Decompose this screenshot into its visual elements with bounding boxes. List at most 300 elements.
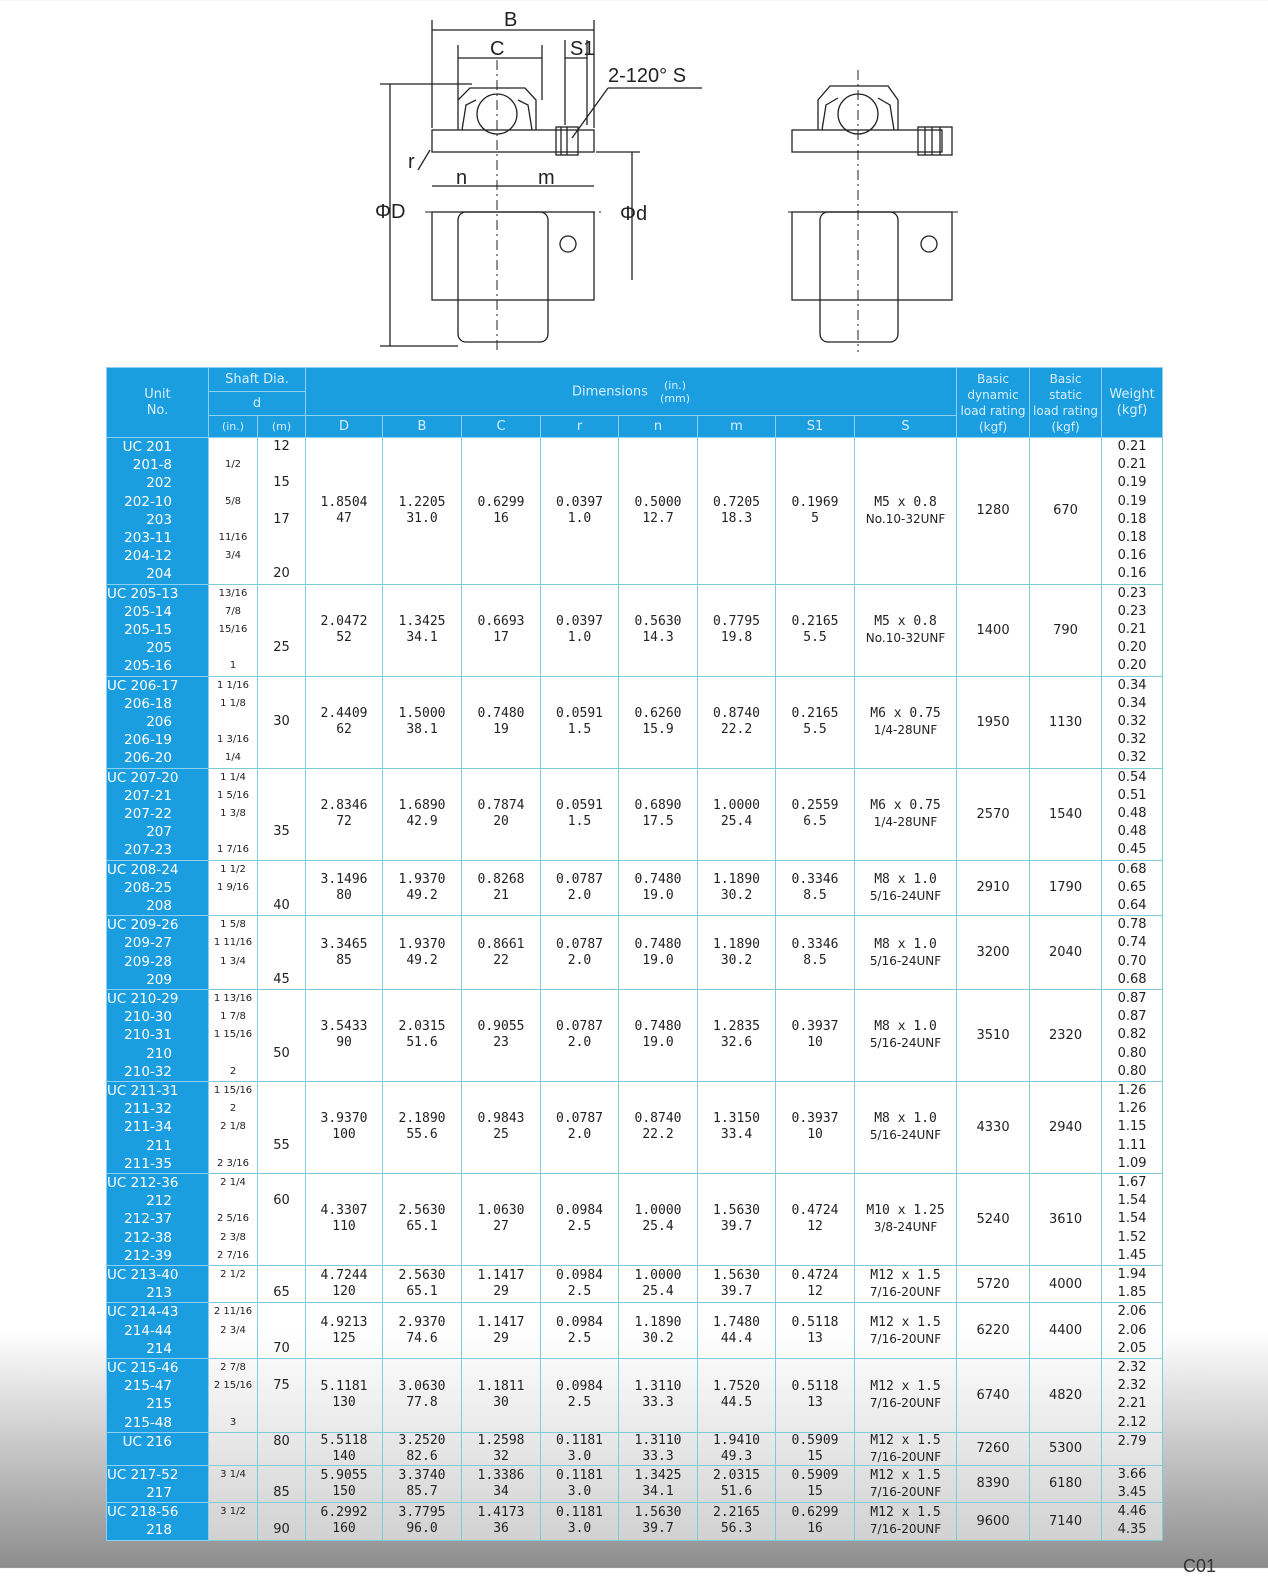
dim-mm-value: 85.7 [406, 1483, 438, 1499]
shaft-inch-cell-line: 1 5/8 [220, 919, 246, 931]
shaft-inch-cell-line [209, 897, 257, 915]
weight-cell [1102, 916, 1163, 990]
dim-inch-value: 0.5630 [634, 614, 682, 630]
unit-no-cell-line: UC 208-24 [107, 861, 179, 878]
dim-inch-value: 0.8740 [634, 1111, 682, 1127]
label-D: ΦD [375, 201, 406, 223]
static-rating-cell: 5300 [1030, 1432, 1102, 1465]
dim-inch-value: 1.3425 [634, 1467, 682, 1483]
dim-mm-value: 33.3 [642, 1395, 674, 1411]
table-row [107, 584, 1163, 676]
dim-mm-value: 34.1 [406, 630, 438, 646]
weight-cell-line: 4.35 [1117, 1522, 1147, 1538]
unit-no-cell-line: UC 217-52 [107, 1466, 179, 1483]
dim-inch-value: 1.9410 [713, 1432, 760, 1448]
dim-D-cell [306, 1503, 383, 1540]
weight-cell-line: 0.16 [1117, 548, 1147, 564]
dim-mm-value: 49.2 [406, 887, 438, 903]
dim-mm-value: 2.5 [567, 1395, 592, 1411]
set-screw-unf: 5/16-24UNF [869, 1036, 942, 1051]
dim-r-cell [541, 1503, 619, 1540]
dim-inch-value: 0.1181 [556, 1505, 603, 1521]
unit-no-cell [107, 916, 209, 990]
weight-cell-line: 1.45 [1117, 1247, 1147, 1263]
shaft-mm-cell-line: 20 [273, 566, 290, 582]
dim-C-cell [462, 1081, 541, 1173]
dim-mm-value: 2.0 [567, 887, 592, 903]
dim-inch-value: 1.3386 [477, 1467, 525, 1483]
dim-C-cell [462, 1303, 541, 1359]
dim-m-cell [698, 860, 776, 916]
shaft-inch-cell [209, 1432, 258, 1465]
dim-mm-value: 39.7 [720, 1284, 753, 1300]
shaft-mm-cell-line: 25 [273, 640, 290, 656]
dim-inch-value: 0.6693 [477, 614, 525, 630]
weight-cell-line: 1.94 [1117, 1266, 1147, 1282]
shaft-inch-cell-line [209, 823, 257, 841]
dim-m-cell [698, 768, 776, 860]
weight-cell-line: 0.18 [1117, 511, 1147, 527]
static-rating-cell: 670 [1030, 438, 1102, 585]
unit-no-cell [107, 860, 209, 916]
unit-no-cell-line: 212-39 [124, 1247, 172, 1264]
dim-B-cell [383, 860, 462, 916]
weight-cell-line: 0.18 [1117, 529, 1147, 545]
unit-no-cell [107, 1358, 209, 1432]
header-col-m: m [698, 416, 776, 438]
dim-D-cell [306, 860, 383, 916]
shaft-mm-cell-line: 40 [273, 897, 290, 913]
dim-mm-value: 2.5 [567, 1219, 592, 1235]
dim-mm-value: 52 [336, 630, 352, 646]
weight-cell-line: 0.19 [1117, 493, 1147, 509]
shaft-mm-cell [258, 1265, 306, 1302]
unit-no-cell [107, 989, 209, 1081]
dim-mm-value: 29 [493, 1330, 509, 1346]
dim-mm-value: 15 [807, 1483, 823, 1499]
dim-inch-value: 0.6260 [634, 706, 682, 722]
unit-no-cell-line: 210-32 [124, 1063, 172, 1080]
dim-inch-value: 0.2165 [791, 706, 839, 722]
dim-D-cell [306, 916, 383, 990]
weight-cell-line: 1.67 [1117, 1174, 1147, 1190]
static-rating-cell: 1790 [1030, 860, 1102, 916]
header-col-S1: S1 [776, 416, 855, 438]
set-screw-metric: M5 x 0.8 [874, 614, 937, 630]
dim-mm-value: 2.0 [567, 1035, 592, 1051]
dim-S1-cell [776, 584, 855, 676]
shaft-mm-cell-line [258, 621, 305, 639]
dim-mm-value: 31.0 [406, 510, 438, 526]
shaft-inch-cell-line [209, 1433, 257, 1451]
dim-inch-value: 2.2165 [713, 1505, 760, 1521]
dim-inch-value: 3.7795 [398, 1505, 446, 1521]
dim-r-cell [541, 676, 619, 768]
weight-cell-line: 3.66 [1117, 1466, 1147, 1482]
dim-mm-value: 32.6 [720, 1035, 753, 1051]
dim-C-cell [462, 1503, 541, 1540]
dim-inch-value: 0.5118 [791, 1379, 839, 1395]
set-screw-metric: M8 x 1.0 [874, 936, 937, 952]
shaft-mm-cell-line [258, 841, 305, 859]
shaft-mm-cell-line: 12 [273, 439, 290, 454]
weight-cell [1102, 1081, 1163, 1173]
table-row [107, 860, 1163, 916]
dim-C-cell [462, 584, 541, 676]
set-screw-cell [855, 1265, 957, 1302]
dim-mm-value: 15 [807, 1448, 823, 1464]
dim-D-cell [306, 1265, 383, 1302]
shaft-inch-cell [209, 438, 258, 585]
dim-B-cell [383, 1265, 462, 1302]
shaft-mm-cell-line [258, 1266, 305, 1284]
shaft-mm-cell-line: 50 [273, 1045, 290, 1061]
dynamic-rating-cell: 6740 [957, 1358, 1030, 1432]
dim-inch-value: 1.8504 [320, 494, 368, 510]
set-screw-metric: M6 x 0.75 [870, 706, 941, 722]
dim-mm-value: 32 [493, 1448, 509, 1464]
dim-C-cell [462, 676, 541, 768]
dim-inch-value: 0.1181 [556, 1467, 603, 1483]
dim-inch-value: 0.2559 [791, 798, 839, 814]
shaft-mm-cell-line: 17 [273, 511, 290, 527]
dim-inch-value: 1.1890 [713, 936, 760, 952]
header-col-n: n [619, 416, 698, 438]
bearing-drawing [0, 0, 1268, 360]
dim-C-cell [462, 1173, 541, 1265]
unit-no-cell [107, 1465, 209, 1502]
static-rating-cell: 3610 [1030, 1173, 1102, 1265]
dim-inch-value: 0.3937 [791, 1111, 839, 1127]
shaft-inch-cell [209, 860, 258, 916]
dim-mm-value: 16 [493, 510, 509, 526]
weight-cell-line: 3.45 [1117, 1484, 1147, 1500]
dim-mm-value: 17 [493, 630, 509, 646]
weight-cell [1102, 860, 1163, 916]
dynamic-rating-cell: 3200 [957, 916, 1030, 990]
shaft-inch-cell-line: 1 1/2 [220, 863, 246, 875]
dim-B-cell [383, 1503, 462, 1540]
dim-n-cell [619, 584, 698, 676]
dim-mm-value: 2.5 [567, 1330, 592, 1346]
dim-mm-value: 5.5 [803, 630, 827, 646]
shaft-mm-cell-line [258, 916, 305, 934]
weight-cell-line: 0.21 [1117, 457, 1147, 473]
weight-cell-line: 0.23 [1117, 603, 1147, 619]
shaft-mm-cell-line [258, 677, 305, 695]
dim-B-cell [383, 916, 462, 990]
dim-inch-value: 2.4409 [320, 706, 368, 722]
unit-no-cell-line: 217 [146, 1484, 172, 1501]
dim-m-cell [698, 1503, 776, 1540]
dim-inch-value: 0.3937 [791, 1019, 839, 1035]
shaft-inch-cell [209, 989, 258, 1081]
dim-inch-value: 1.7480 [713, 1314, 760, 1330]
weight-cell-line: 2.79 [1117, 1433, 1147, 1449]
set-screw-unf: 5/16-24UNF [869, 953, 942, 968]
dim-mm-value: 5 [811, 510, 819, 526]
static-rating-cell: 4000 [1030, 1265, 1102, 1302]
dim-B-cell [383, 676, 462, 768]
unit-no-cell-line: 213 [146, 1285, 172, 1302]
table-row [107, 989, 1163, 1081]
shaft-inch-cell [209, 1265, 258, 1302]
weight-cell-line: 0.74 [1117, 935, 1147, 951]
header-static-rating: Basic static load rating (kgf) [1030, 368, 1102, 438]
dim-m-cell [698, 916, 776, 990]
header-col-r: r [541, 416, 619, 438]
shaft-inch-cell-line [209, 971, 257, 989]
shaft-inch-cell-line: 2 5/16 [217, 1213, 249, 1225]
dim-C-cell [462, 1358, 541, 1432]
dim-inch-value: 1.1811 [477, 1379, 525, 1395]
weight-cell [1102, 584, 1163, 676]
dim-inch-value: 1.3110 [634, 1379, 682, 1395]
dim-r-cell [541, 989, 619, 1081]
dynamic-rating-cell: 3510 [957, 989, 1030, 1081]
unit-no-cell-line: UC 215-46 [107, 1359, 179, 1376]
dim-inch-value: 2.5630 [398, 1268, 446, 1284]
dim-D-cell [306, 1432, 383, 1465]
set-screw-metric: M10 x 1.25 [866, 1203, 945, 1219]
header-col-S: S [855, 416, 957, 438]
dim-mm-value: 2.0 [567, 1127, 592, 1143]
unit-no-cell-line: 204-12 [124, 548, 172, 565]
dim-mm-value: 21 [493, 887, 509, 903]
shaft-mm-cell-line [258, 456, 305, 474]
dim-mm-value: 33.3 [642, 1448, 674, 1464]
dim-mm-value: 1.5 [567, 722, 592, 738]
header-unit-no: Unit No. [107, 368, 209, 438]
shaft-mm-cell-line [258, 934, 305, 952]
header-col-C: C [462, 416, 541, 438]
table-row [107, 1081, 1163, 1173]
set-screw-unf: 3/8-24UNF [873, 1220, 938, 1235]
dim-inch-value: 1.5630 [713, 1203, 760, 1219]
unit-no-cell-line: UC 206-17 [107, 677, 179, 694]
weight-cell-line: 0.68 [1117, 861, 1147, 877]
shaft-inch-cell-line: 1 9/16 [217, 881, 249, 893]
dim-D-cell [306, 1173, 383, 1265]
header-col-B: B [383, 416, 462, 438]
dim-inch-value: 5.9055 [320, 1467, 368, 1483]
shaft-inch-cell-line: 2 1/2 [220, 1268, 246, 1280]
dim-B-cell [383, 584, 462, 676]
dim-mm-value: 3.0 [567, 1521, 592, 1537]
unit-no-cell-line: 207-21 [124, 787, 172, 804]
dim-m-cell [698, 1358, 776, 1432]
dim-inch-value: 0.0397 [556, 494, 603, 510]
shaft-inch-cell-line: 2 3/16 [217, 1157, 249, 1169]
unit-no-cell-line: 212-37 [124, 1211, 172, 1228]
unit-no-cell-line: UC 218-56 [107, 1504, 179, 1521]
set-screw-cell [855, 1303, 957, 1359]
dim-inch-value: 0.7480 [634, 1019, 682, 1035]
dim-mm-value: 14.3 [642, 630, 674, 646]
dim-inch-value: 1.2835 [713, 1019, 760, 1035]
shaft-mm-cell-line: 85 [273, 1484, 290, 1500]
table-row [107, 1465, 1163, 1502]
shaft-mm-cell-line [258, 1082, 305, 1100]
dim-mm-value: 33.4 [720, 1127, 753, 1143]
header-shaft-d: d [209, 392, 306, 416]
page-number: C01 [1183, 1556, 1217, 1576]
dynamic-rating-cell: 5720 [957, 1265, 1030, 1302]
dynamic-rating-cell: 4330 [957, 1081, 1030, 1173]
shaft-inch-cell-line: 1/4 [224, 752, 242, 764]
dim-mm-value: 27 [493, 1219, 509, 1235]
weight-cell-line: 2.21 [1117, 1396, 1147, 1412]
dim-r-cell [541, 1081, 619, 1173]
dim-inch-value: 0.9055 [477, 1019, 525, 1035]
table-row [107, 768, 1163, 860]
set-screw-unf: 5/16-24UNF [869, 888, 942, 903]
shaft-mm-cell-line [258, 695, 305, 713]
dim-inch-value: 1.0000 [634, 1268, 682, 1284]
dim-inch-value: 1.3150 [713, 1111, 760, 1127]
dim-D-cell [306, 676, 383, 768]
dim-inch-value: 1.0000 [634, 1203, 682, 1219]
dim-n-cell [619, 1503, 698, 1540]
dim-inch-value: 0.3346 [791, 871, 839, 887]
unit-no-cell-line: 212-38 [124, 1229, 172, 1246]
shaft-mm-cell-line [258, 787, 305, 805]
dim-C-cell [462, 989, 541, 1081]
dim-inch-value: 2.0315 [713, 1467, 760, 1483]
dim-inch-value: 1.3425 [398, 614, 446, 630]
dim-mm-value: 65.1 [406, 1284, 438, 1300]
shaft-inch-cell-line [209, 565, 257, 583]
shaft-inch-cell [209, 584, 258, 676]
dim-mm-value: 1.5 [567, 814, 592, 830]
dim-mm-value: 19.0 [642, 887, 674, 903]
shaft-inch-cell [209, 916, 258, 990]
dim-m-cell [698, 438, 776, 585]
unit-no-cell [107, 1265, 209, 1302]
dim-n-cell [619, 1265, 698, 1302]
dynamic-rating-cell: 2910 [957, 860, 1030, 916]
dim-S1-cell [776, 1358, 855, 1432]
dim-mm-value: 12.7 [642, 510, 674, 526]
weight-cell-line: 0.70 [1117, 953, 1147, 969]
shaft-inch-cell-line: 3 1/2 [220, 1506, 246, 1518]
dim-mm-value: 51.6 [406, 1035, 438, 1051]
dim-inch-value: 0.7795 [713, 614, 760, 630]
dim-S1-cell [776, 768, 855, 860]
unit-no-cell-line: UC 201 [122, 439, 172, 455]
weight-cell-line: 0.32 [1117, 713, 1147, 729]
unit-no-cell-line: 211 [146, 1137, 172, 1154]
dim-mm-value: 44.4 [720, 1330, 753, 1346]
table-row [107, 438, 1163, 585]
dim-inch-value: 3.5433 [320, 1019, 368, 1035]
unit-no-cell [107, 1432, 209, 1465]
dim-inch-value: 4.7244 [320, 1268, 368, 1284]
dim-mm-value: 8.5 [803, 952, 827, 968]
dim-mm-value: 18.3 [720, 510, 753, 526]
unit-no-cell-line: 215-48 [124, 1414, 172, 1431]
dim-mm-value: 150 [332, 1483, 356, 1499]
dim-inch-value: 1.1417 [477, 1268, 525, 1284]
unit-no-cell-line: 210 [146, 1045, 172, 1062]
dim-S1-cell [776, 676, 855, 768]
set-screw-cell [855, 676, 957, 768]
shaft-mm-cell-line [258, 731, 305, 749]
weight-cell-line: 2.06 [1117, 1322, 1147, 1338]
dim-D-cell [306, 1303, 383, 1359]
shaft-inch-cell-line: 7/8 [224, 605, 242, 617]
shaft-inch-cell [209, 676, 258, 768]
dim-mm-value: 13 [807, 1330, 823, 1346]
header-dynamic-rating: Basic dynamic load rating (kgf) [957, 368, 1030, 438]
dim-inch-value: 0.0984 [556, 1379, 603, 1395]
set-screw-metric: M12 x 1.5 [870, 1467, 941, 1483]
unit-no-cell [107, 1303, 209, 1359]
dim-inch-value: 1.4173 [477, 1505, 525, 1521]
shaft-inch-cell-line [209, 1137, 257, 1155]
shaft-mm-cell-line: 80 [273, 1433, 290, 1449]
shaft-inch-cell [209, 1303, 258, 1359]
set-screw-unf: 7/16-20UNF [869, 1449, 942, 1464]
table-row [107, 1432, 1163, 1465]
static-rating-cell: 6180 [1030, 1465, 1102, 1502]
set-screw-unf: 1/4-28UNF [873, 723, 938, 738]
dim-mm-value: 2.0 [567, 952, 592, 968]
set-screw-metric: M8 x 1.0 [874, 1111, 937, 1127]
dim-inch-value: 0.3346 [791, 936, 839, 952]
dim-inch-value: 1.1890 [713, 871, 760, 887]
dim-n-cell [619, 1358, 698, 1432]
weight-cell-line: 2.06 [1117, 1304, 1147, 1320]
dim-mm-value: 65.1 [406, 1219, 438, 1235]
shaft-mm-cell-line: 30 [273, 713, 290, 729]
unit-no-cell-line: 211-35 [124, 1155, 172, 1172]
weight-cell-line: 0.23 [1117, 585, 1147, 601]
shaft-mm-cell-line: 70 [273, 1340, 290, 1356]
unit-no-cell-line: 202 [146, 475, 172, 492]
shaft-mm-cell-line [258, 861, 305, 879]
shaft-mm-cell-line [258, 1155, 305, 1173]
dim-mm-value: 49.2 [406, 952, 438, 968]
dim-S1-cell [776, 916, 855, 990]
table-body [107, 438, 1163, 1541]
table-row [107, 1173, 1163, 1265]
dim-mm-value: 12 [807, 1219, 823, 1235]
housing-outline [458, 212, 548, 342]
dim-inch-value: 0.9843 [477, 1111, 525, 1127]
weight-cell-line: 0.64 [1117, 897, 1147, 913]
shaft-mm-cell [258, 768, 306, 860]
dim-mm-value: 30.2 [642, 1330, 674, 1346]
shaft-mm-cell-line [258, 1100, 305, 1118]
weight-cell-line: 0.82 [1117, 1027, 1147, 1043]
unit-no-cell-line: 209-28 [124, 953, 172, 970]
dim-n-cell [619, 1081, 698, 1173]
dim-D-cell [306, 1081, 383, 1173]
dim-inch-value: 0.0984 [556, 1314, 603, 1330]
dim-inch-value: 0.0787 [556, 936, 603, 952]
weight-cell-line: 0.78 [1117, 917, 1147, 933]
weight-cell-line: 0.45 [1117, 842, 1147, 858]
shaft-mm-cell [258, 1358, 306, 1432]
shaft-mm-cell-line [258, 1247, 305, 1265]
dim-B-cell [383, 438, 462, 585]
unit-no-cell [107, 1173, 209, 1265]
dim-inch-value: 0.7205 [713, 494, 760, 510]
unit-no-cell-line: 205-14 [124, 603, 172, 620]
shaft-inch-cell-line: 1 11/16 [213, 937, 253, 949]
weight-cell-line: 1.52 [1117, 1229, 1147, 1245]
